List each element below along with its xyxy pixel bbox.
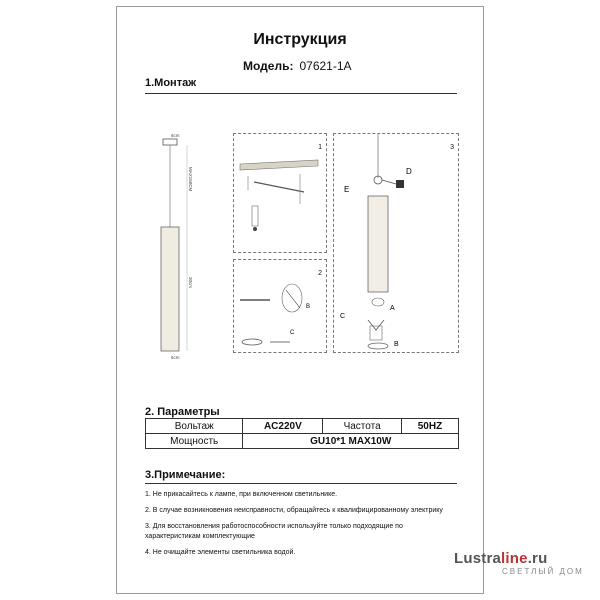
model-line <box>243 59 352 73</box>
panel-number-2: 2 <box>318 270 322 277</box>
table-row <box>146 419 459 434</box>
model-value: 07621-1A <box>299 59 352 73</box>
params-table <box>145 418 459 449</box>
voltage-label: Вольтаж <box>146 419 243 434</box>
letter-b-panel2: B <box>306 304 311 310</box>
letter-e-panel3: E <box>344 185 350 194</box>
freq-label: Частота <box>323 419 402 434</box>
power-label: Мощность <box>146 434 243 449</box>
watermark-tagline: СВЕТЛЫЙ ДОМ <box>502 567 584 576</box>
dim-top-label: 6cm <box>171 133 180 138</box>
lustraline-watermark <box>454 550 584 576</box>
letter-c-panel2: C <box>290 330 295 336</box>
panel-number-3: 3 <box>450 144 454 151</box>
freq-value: 50HZ <box>401 419 458 434</box>
section-params-heading: 2. Параметры <box>145 406 220 418</box>
note-item-2: 2. В случае возникновения неисправности, обращайтесь к квалифицированному электрику <box>145 507 443 514</box>
step-panel-1 <box>233 133 327 253</box>
voltage-value: AC220V <box>243 419 323 434</box>
brand-part-a: Lustra <box>454 550 502 567</box>
note-item-3: 3. Для восстановления работоспособности используйте только подходящие по характеристикам комплектующие <box>145 523 403 540</box>
panel-number-1: 1 <box>318 144 322 151</box>
note-item-1: 1. Не прикасайтесь к лампе, при включенном светильнике. <box>145 491 338 498</box>
mounting-divider <box>145 93 457 94</box>
letter-a-panel3: A <box>390 305 395 312</box>
notes-list <box>145 490 455 564</box>
dim-body-label: 30cm <box>188 277 193 289</box>
power-value: GU10*1 MAX10W <box>243 434 459 449</box>
section-mounting-heading: 1.Монтаж <box>145 77 197 89</box>
watermark-brand <box>454 550 584 567</box>
assembly-illustration <box>334 134 458 352</box>
instruction-sheet <box>116 6 484 594</box>
section-notes-heading: 3.Примечание: <box>145 469 226 481</box>
brand-part-b: line <box>501 550 528 567</box>
letter-c-panel3: C <box>340 313 346 320</box>
step-panel-2 <box>233 259 327 353</box>
step-panel-3 <box>333 133 459 353</box>
dim-cable-label: MAX150CM <box>188 167 193 192</box>
wiring-illustration <box>234 260 326 352</box>
fixture-dimension-drawing <box>145 127 205 367</box>
brand-part-c: .ru <box>527 550 548 567</box>
letter-b-panel3: B <box>394 341 399 348</box>
model-label: Модель: <box>243 59 294 73</box>
letter-d-panel3: D <box>406 167 412 176</box>
table-row <box>146 434 459 449</box>
note-item-4: 4. Не очищайте элементы светильника водой. <box>145 549 296 556</box>
notes-divider <box>145 483 457 484</box>
ceiling-mount-illustration <box>234 134 326 252</box>
page-title: Инструкция <box>253 31 347 48</box>
dim-bottom-label: 6cm <box>171 355 180 360</box>
